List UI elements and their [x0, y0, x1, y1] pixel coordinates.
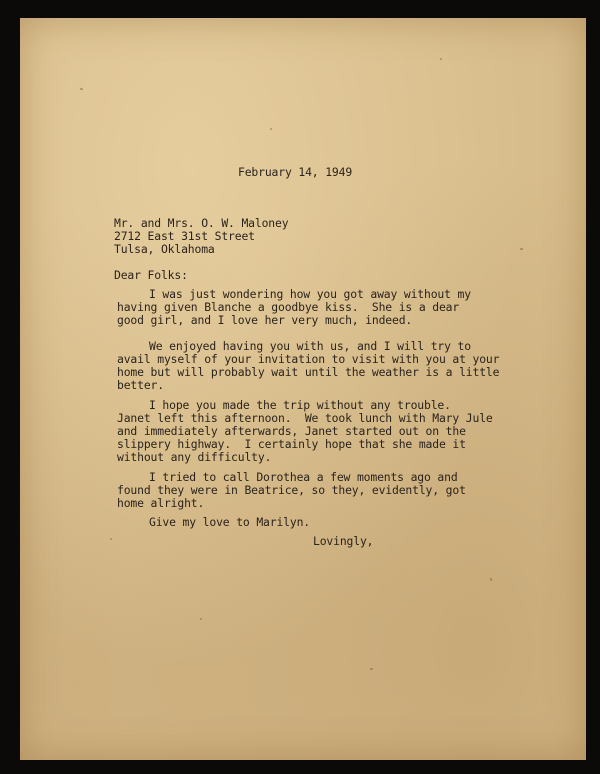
- body-line: having given Blanche a goodbye kiss. She is a dear: [117, 300, 460, 314]
- body-line: avail myself of your invitation to visit with you at your: [117, 352, 500, 366]
- body-line: and immediately afterwards, Janet started out on the: [117, 424, 466, 438]
- recipient-city: Tulsa, Oklahoma: [114, 242, 215, 256]
- typed-letter: [20, 18, 586, 760]
- body-line: We enjoyed having you with us, and I will try to: [149, 339, 471, 353]
- recipient-name: Mr. and Mrs. O. W. Maloney: [114, 216, 289, 230]
- body-line: home alright.: [117, 496, 205, 510]
- body-line: good girl, and I love her very much, indeed.: [117, 313, 413, 327]
- closing: Lovingly,: [313, 534, 374, 548]
- letter-paper: [20, 18, 586, 760]
- letter-date: February 14, 1949: [238, 165, 353, 179]
- body-line: slippery highway. I certainly hope that she made it: [117, 437, 466, 451]
- body-line: home but will probably wait until the weather is a little: [117, 365, 500, 379]
- body-line: found they were in Beatrice, so they, evidently, got: [117, 483, 466, 497]
- body-line: Give my love to Marilyn.: [149, 515, 310, 529]
- recipient-street: 2712 East 31st Street: [114, 229, 255, 243]
- body-line: I hope you made the trip without any trouble.: [149, 398, 451, 412]
- body-line: Janet left this afternoon. We took lunch with Mary Jule: [117, 411, 493, 425]
- salutation: Dear Folks:: [114, 268, 188, 282]
- body-line: I tried to call Dorothea a few moments ago and: [149, 470, 458, 484]
- body-line: better.: [117, 378, 164, 392]
- body-line: I was just wondering how you got away without my: [149, 287, 471, 301]
- body-line: without any difficulty.: [117, 450, 272, 464]
